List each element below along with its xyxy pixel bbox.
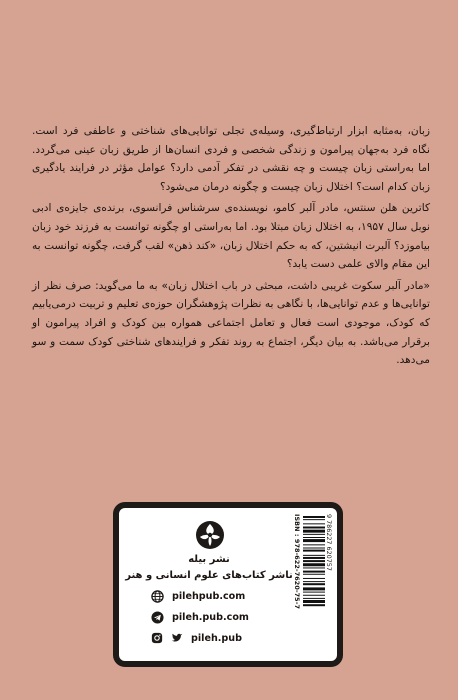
social-handle[interactable]: pileh.pub xyxy=(191,632,242,644)
publisher-tagline: ناشر کتاب‌های علوم انسانی و هنر xyxy=(125,570,293,581)
blurb-text xyxy=(32,122,430,371)
website-link-2[interactable]: pileh.pub.com xyxy=(172,611,249,623)
blurb-paragraph-2: کاترین هلن سنتس، مادر آلبر کامو، نویسنده‌ی سرشناس فرانسوی، برنده‌ی جایزه‌ی ادبی نوبل سال ۱۹۵۷، به اختلال زبان مبتلا بود. اما به‌راستی او چگونه توانست به فرزند خود زبان بیاموزد؟ آلبرت انیشتین، که به حکم اختلال زبان، «کند ذهن» لقب گرفت، چگونه توانست به این مقام والای علمی دست یابد؟ xyxy=(32,202,430,271)
social-row xyxy=(151,630,281,646)
isbn-label: ISBN : 978-622-7620-75-7 xyxy=(293,514,301,610)
publisher-info-box xyxy=(113,502,343,667)
publisher-logo-icon xyxy=(195,520,225,550)
globe-icon xyxy=(151,590,164,603)
publisher-info xyxy=(125,516,293,661)
publisher-name: نشر بیله xyxy=(188,554,230,565)
barcode-digits: 9 786227 620757 xyxy=(325,514,333,571)
telegram-icon xyxy=(151,611,164,624)
blurb-paragraph-3: «مادر آلبر سکوت غریبی داشت، مبحثی در باب اختلال زبان» به ما می‌گوید: صرف نظر از توانایی‌ها و عدم توانایی‌ها، با نگاهی به نظرات پژوهشگران حوزه‌ی تعلیم و تربیت درمی‌یابیم که کودک، موجودی است فعال و تعامل اجتماعی همواره بین کودک و افراد پیرامون او برقرار می‌باشد. به بیان دیگر، اجتماع به روند تفکر و فرایندهای شناختی کودک سمت و سو می‌دهد. xyxy=(32,279,430,367)
instagram-icon xyxy=(151,632,163,644)
website-row-1 xyxy=(151,588,281,604)
blurb-paragraph-1: زبان، به‌مثابه ابزار ارتباط‌گیری، وسیله‌ی تجلی توانایی‌های شناختی و عاطفی فرد است. نگاه فرد به‌جهان پیرامون و زندگی شخصی و فردی انسان‌ها از طریق زبان عینی می‌گردد. اما به‌راستی زبان چیست و چه نقشی در تفکر آدمی دارد؟ عوامل مؤثر در فرایند یادگیری زبان کدام است؟ اختلال زبان چیست و چگونه درمان می‌شود؟ xyxy=(32,125,430,193)
twitter-icon xyxy=(171,632,183,644)
barcode xyxy=(303,514,325,654)
barcode-area xyxy=(293,514,337,657)
website-row-2 xyxy=(151,609,281,625)
website-link-1[interactable]: pilehpub.com xyxy=(172,590,246,602)
